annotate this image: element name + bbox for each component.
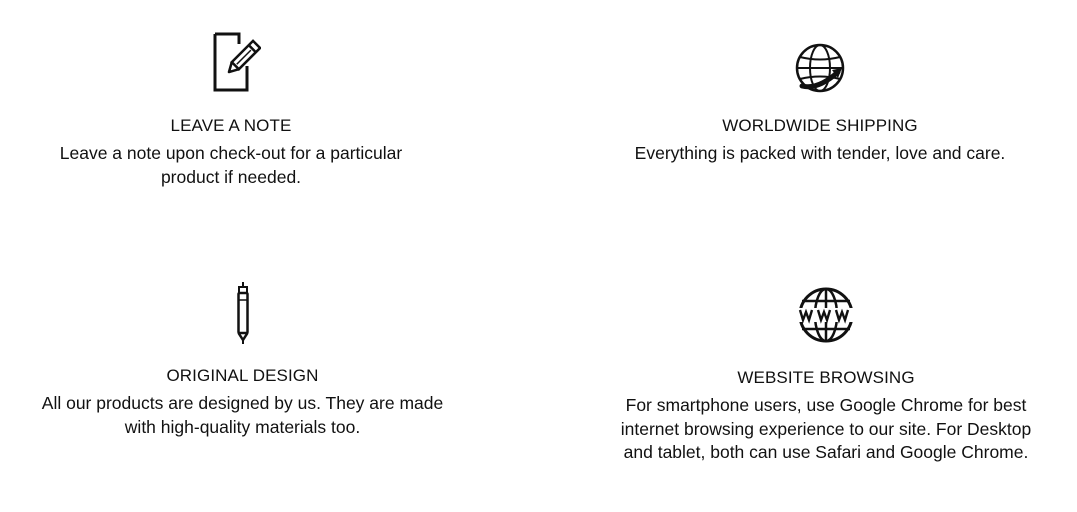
feature-description: Everything is packed with tender, love and care. <box>634 143 1006 163</box>
feature-title: WORLDWIDE SHIPPING <box>722 116 918 135</box>
feature-description: All our products are designed by us. They are made with high-quality materials too. <box>41 393 444 437</box>
pen-icon <box>233 280 253 346</box>
feature-title: ORIGINAL DESIGN <box>166 366 319 385</box>
feature-description: Leave a note upon check-out for a particular product if needed. <box>59 143 403 187</box>
feature-original-design <box>40 280 445 439</box>
feature-leave-a-note <box>40 30 422 189</box>
note-pencil-icon <box>201 30 261 94</box>
feature-title: WEBSITE BROWSING <box>737 368 915 387</box>
feature-website-browsing <box>612 285 1040 465</box>
www-globe-icon <box>796 285 856 345</box>
globe-airplane-icon <box>794 40 846 96</box>
feature-description: For smartphone users, use Google Chrome for best internet browsing experience to our site. For Desktop and tablet, both can use Safari and Google Chrome. <box>620 395 1032 462</box>
feature-worldwide-shipping <box>612 40 1028 166</box>
feature-title: LEAVE A NOTE <box>170 116 292 135</box>
